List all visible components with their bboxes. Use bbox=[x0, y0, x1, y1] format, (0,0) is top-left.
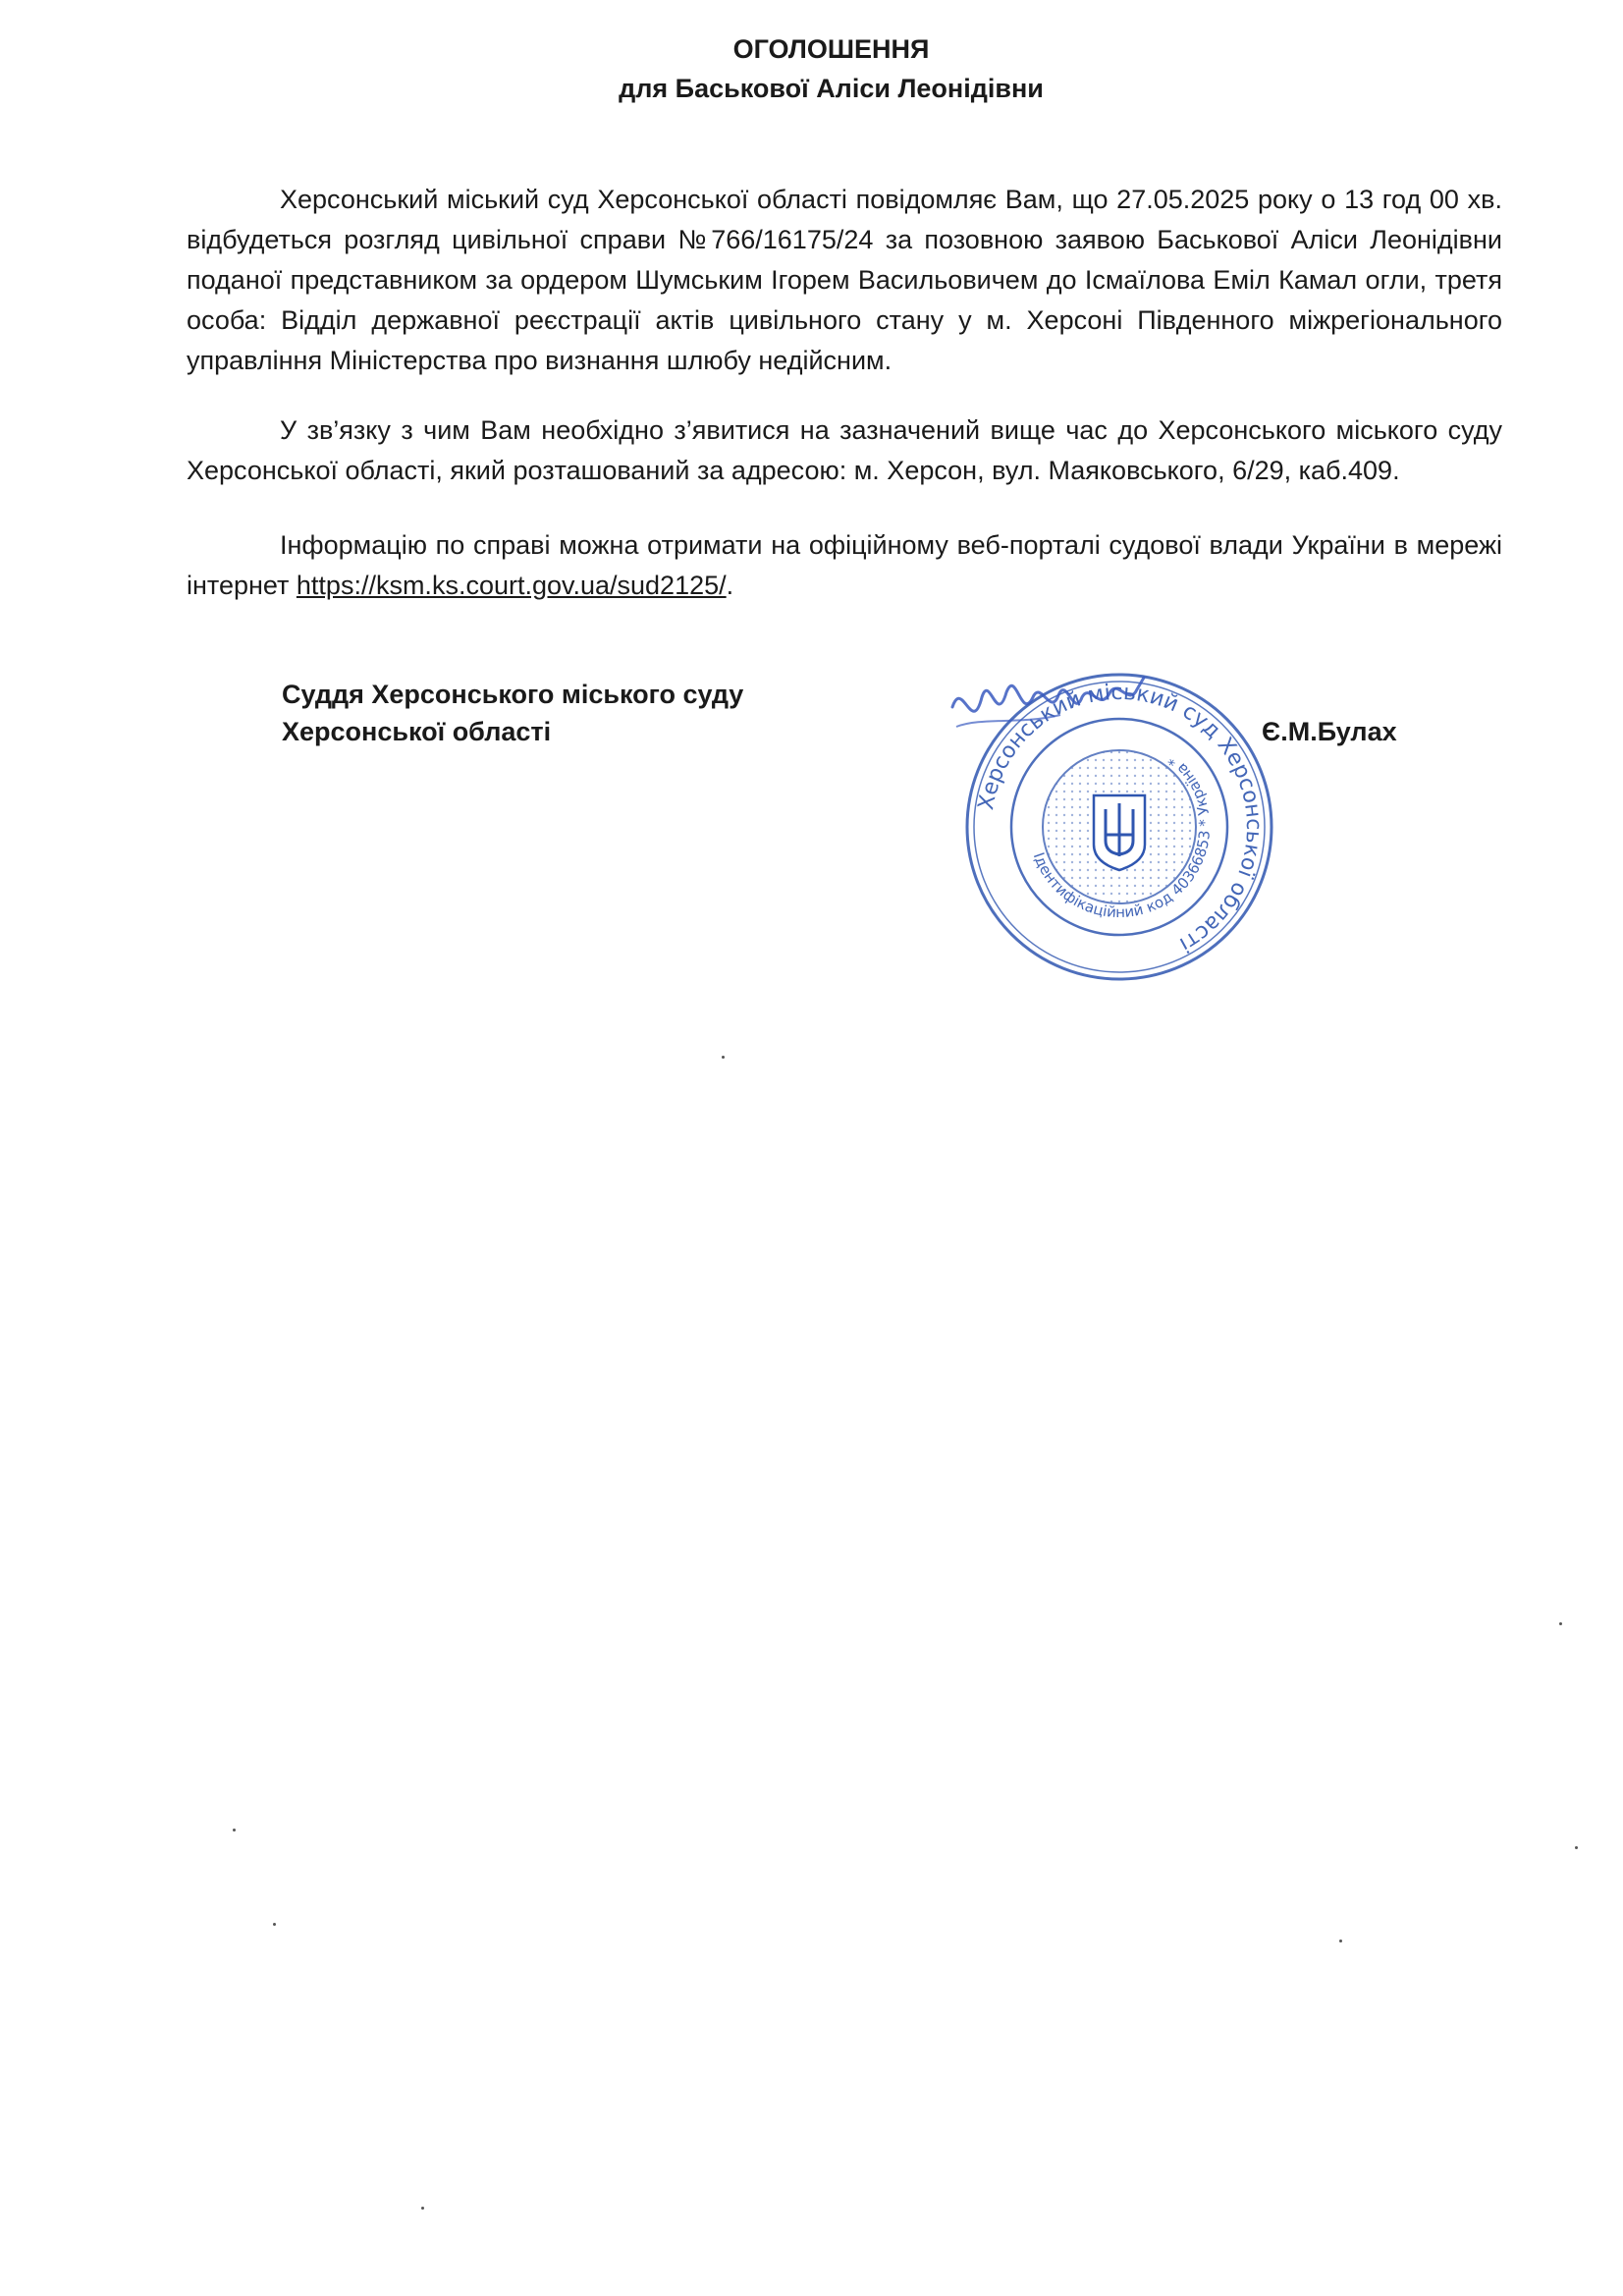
scan-speck bbox=[421, 2207, 424, 2210]
scan-speck bbox=[1559, 1622, 1562, 1625]
paragraph-hearing-notice: Херсонський міський суд Херсонської області повідомляє Вам, що 27.05.2025 року о 13 год 00 хв. відбудеться розгляд цивільної справи №766/16175/24 за позовною заявою Баськової Аліси Леонідівни поданої представником за ордером Шумським Ігорем Васильовичем до Ісмаїлова Еміл Камал огли, третя особа: Відділ державної реєстрації актів цивільного стану у м. Херсоні Південного міжрегіонального управління Міністерства про визнання шлюбу недійсним. bbox=[187, 185, 1502, 375]
signer-title-line1: Суддя Херсонського міського суду bbox=[282, 680, 744, 709]
paragraph-appearance: У зв’язку з чим Вам необхідно з’явитися на зазначений вище час до Херсонського міського суду Херсонської області, який розташований за адресою: м. Херсон, вул. Маяковського, 6/29, каб.409. bbox=[187, 415, 1502, 485]
scan-speck bbox=[273, 1923, 276, 1926]
signer-title bbox=[282, 676, 743, 750]
scan-speck bbox=[1339, 1940, 1342, 1942]
court-stamp-seal bbox=[943, 668, 1296, 992]
paragraph-info bbox=[187, 525, 1502, 606]
signer-title-line2: Херсонської області bbox=[282, 717, 552, 746]
scan-speck bbox=[233, 1829, 236, 1831]
court-portal-link[interactable]: https://ksm.ks.court.gov.ua/sud2125/ bbox=[296, 571, 727, 600]
paragraph-info-text: Інформацію по справі можна отримати на офіційному веб-порталі судової влади України в мережі інтернет bbox=[187, 530, 1502, 600]
document-subtitle: для Баськової Аліси Леонідівни bbox=[619, 74, 1044, 103]
stamp-inner-text: Ідентифікаційний код 40366853 * Україна * bbox=[1029, 751, 1215, 922]
scan-speck bbox=[722, 1056, 725, 1059]
document-title: ОГОЛОШЕННЯ bbox=[732, 34, 930, 64]
judge-name: Є.М.Булах bbox=[1262, 717, 1397, 746]
scan-speck bbox=[1575, 1846, 1578, 1849]
trident-emblem-icon bbox=[1094, 795, 1145, 870]
stamp-outer-text: Херсонський міський суд Херсонської області bbox=[974, 680, 1267, 957]
paragraph-info-end: . bbox=[726, 571, 734, 600]
